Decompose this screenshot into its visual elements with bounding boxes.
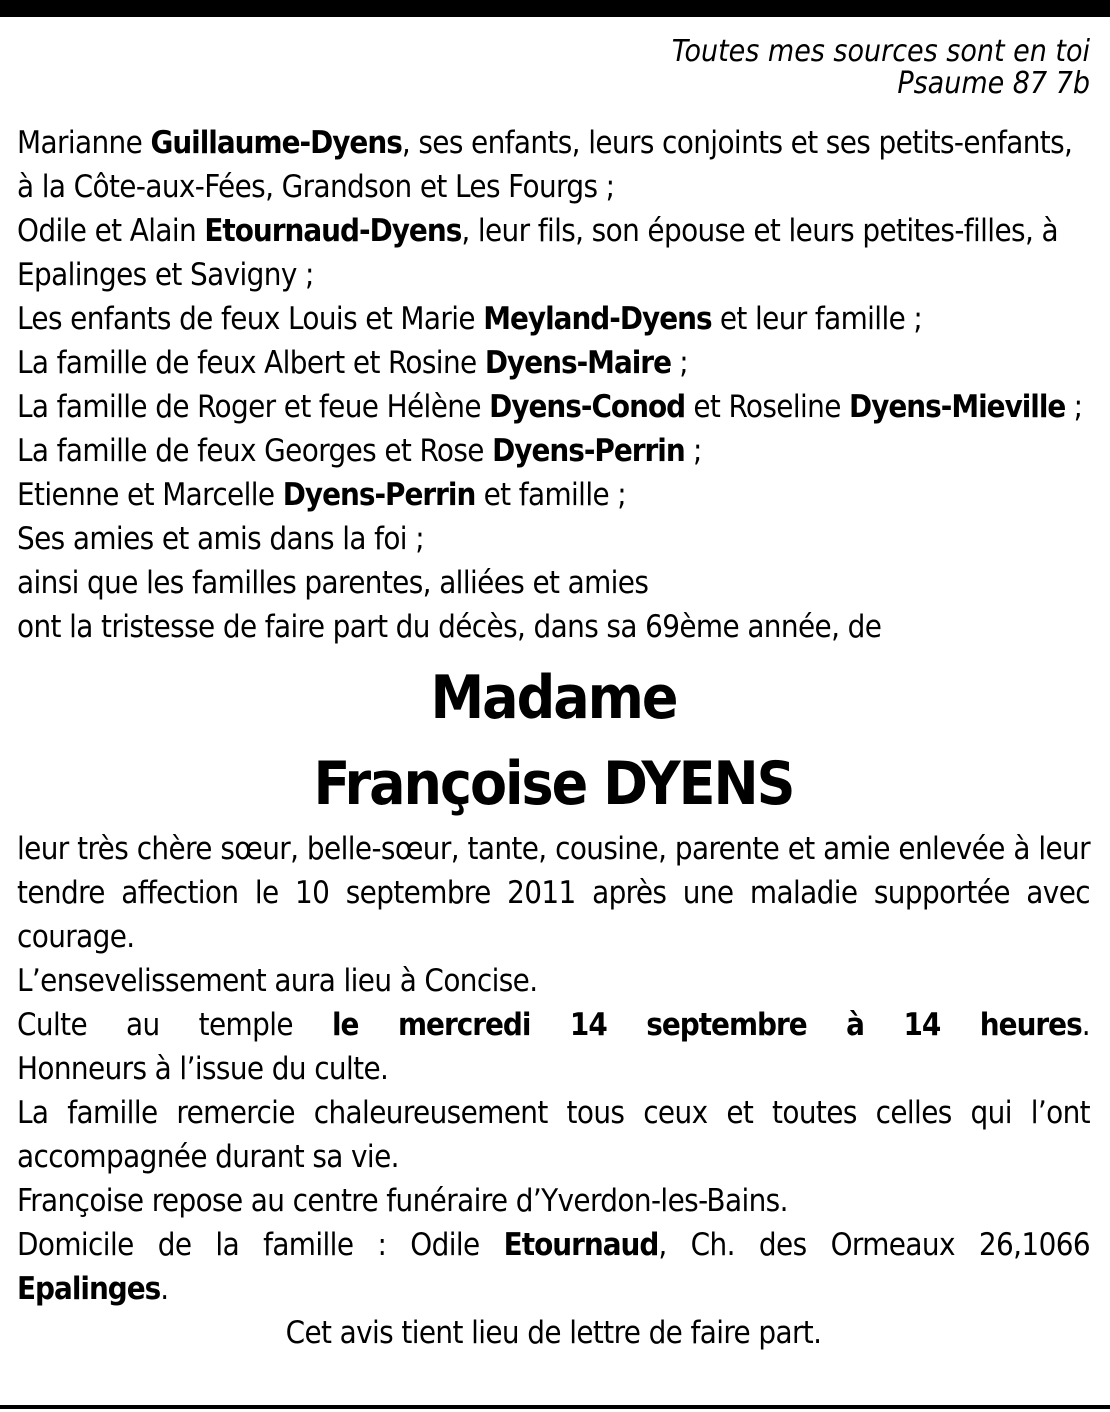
family-line-4 [17,341,1090,385]
family-surname: Dyens-Maire [484,345,671,381]
family-text: La famille de feux Albert et Rosine [17,345,485,381]
obituary-notice [17,36,1090,1355]
family-text: ; [1065,389,1083,425]
family-surname: Dyens-Conod [489,389,686,425]
family-surname: Etournaud-Dyens [204,213,462,249]
deceased-name: Françoise DYENS [313,749,794,819]
description-paragraph: leur très chère sœur, belle-sœur, tante, cousine, parente et amie enlevée à leur tendre affection le 10 septembre 2011 après une maladie supportée avec courage. [17,831,1090,955]
address-text: , Ch. des Ormeaux 26,1066 [658,1227,1090,1263]
family-text: et famille ; [475,477,627,513]
closing-line: Cet avis tient lieu de lettre de faire part. [285,1315,822,1351]
families-line: ainsi que les familles parentes, alliées et amies [17,565,649,601]
family-surname: Dyens-Perrin [282,477,476,513]
address-text: . [160,1271,169,1307]
family-surname: Guillaume-Dyens [150,125,402,161]
family-text: Etienne et Marcelle [17,477,283,513]
service-date: le mercredi 14 septembre à 14 heures [332,1007,1082,1043]
family-line-1 [17,121,1090,209]
service-text: Culte au temple [17,1007,332,1043]
family-text: , ses enfants, leurs conjoints et ses petits-enfants, à la Côte-aux-Fées, Grandson et Les Fourgs ; [17,125,1073,205]
burial-line: L’ensevelissement aura lieu à Concise. [17,963,538,999]
friends-line: Ses amies et amis dans la foi ; [17,521,424,557]
family-text: , leur fils, son épouse et leurs petites-filles, à Epalinges et Savigny ; [17,213,1058,293]
family-surname: Meyland-Dyens [483,301,712,337]
family-line-7 [17,473,1090,517]
address-paragraph [17,1223,1090,1311]
honours-line: Honneurs à l’issue du culte. [17,1051,389,1087]
address-text: Domicile de la famille : Odile [17,1227,504,1263]
bottom-rule [0,1405,1110,1409]
family-line-2 [17,209,1090,297]
address-town: Epalinges [17,1271,161,1307]
deceased-name-block [17,655,1090,827]
family-line-6 [17,429,1090,473]
family-text: La famille de Roger et feue Hélène [17,389,490,425]
family-surname: Dyens-Mieville [849,389,1066,425]
epigraph-reference: Psaume 87 7b [897,66,1090,101]
family-text: Odile et Alain [17,213,205,249]
family-text: La famille de feux Georges et Rose [17,433,493,469]
family-text: Les enfants de feux Louis et Marie [17,301,484,337]
family-text: ; [684,433,702,469]
epigraph-quote: Toutes mes sources sont en toi [671,34,1090,69]
family-text: et Roseline [685,389,850,425]
family-text: Marianne [17,125,151,161]
rest-line: Françoise repose au centre funéraire d’Yverdon-les-Bains. [17,1183,788,1219]
deceased-title: Madame [430,663,677,733]
top-rule [0,0,1110,17]
family-text: et leur famille ; [711,301,923,337]
address-surname: Etournaud [503,1227,659,1263]
service-line [17,1003,1090,1047]
announcement-line: ont la tristesse de faire part du décès, dans sa 69ème année, de [17,609,882,645]
thanks-paragraph: La famille remercie chaleureusement tous ceux et toutes celles qui l’ont accompagnée durant sa vie. [17,1095,1090,1175]
family-line-3 [17,297,1090,341]
epigraph [17,36,1090,100]
family-line-5 [17,385,1090,429]
service-text: . [1081,1007,1090,1043]
family-surname: Dyens-Perrin [492,433,685,469]
family-text: ; [671,345,689,381]
